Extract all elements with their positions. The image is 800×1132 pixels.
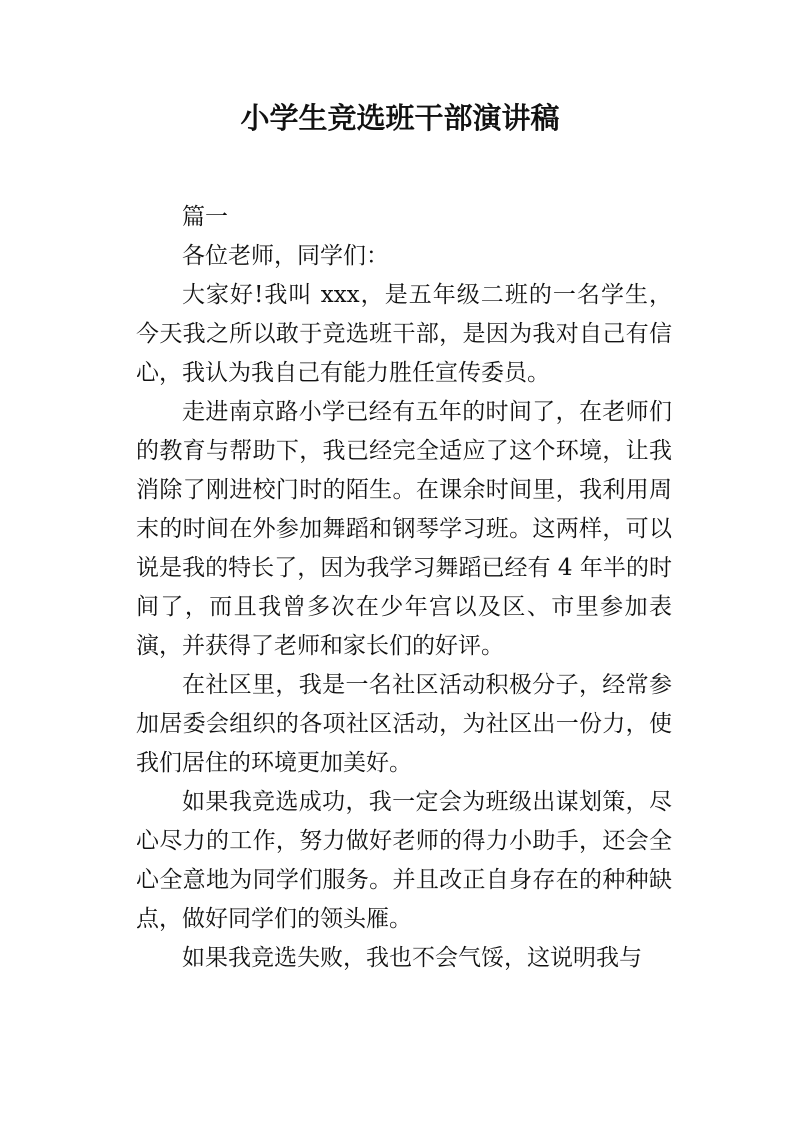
body-paragraph: 大家好!我叫 xxx，是五年级二班的一名学生，今天我之所以敢于竞选班干部，是因为我对自己有信心，我认为我自己有能力胜任宣传委员。 xyxy=(136,282,672,386)
body-paragraph: 走进南京路小学已经有五年的时间了，在老师们的教育与帮助下，我已经完全适应了这个环境，让我消除了刚进校门时的陌生。在课余时间里，我利用周末的时间在外参加舞蹈和钢琴学习班。这两样，可以说是我的特长了，因为我学习舞蹈已经有 4 年半的时间了，而且我曾多次在少年宫以及区、市里参加表演，并获得了老师和家长们的好评。 xyxy=(136,399,672,659)
body-paragraph: 在社区里，我是一名社区活动积极分子，经常参加居委会组织的各项社区活动，为社区出一份力，使我们居住的环境更加美好。 xyxy=(136,672,672,776)
document-body xyxy=(136,198,672,978)
greeting-paragraph: 各位老师，同学们： xyxy=(182,243,389,269)
document-title: 小学生竞选班干部演讲稿 xyxy=(240,101,560,135)
section-heading: 篇一 xyxy=(182,204,228,230)
body-paragraph: 如果我竞选失败，我也不会气馁，这说明我与 xyxy=(182,945,642,971)
body-paragraph: 如果我竞选成功，我一定会为班级出谋划策，尽心尽力的工作，努力做好老师的得力小助手，还会全心全意地为同学们服务。并且改正自身存在的种种缺点，做好同学们的领头雁。 xyxy=(136,789,672,932)
